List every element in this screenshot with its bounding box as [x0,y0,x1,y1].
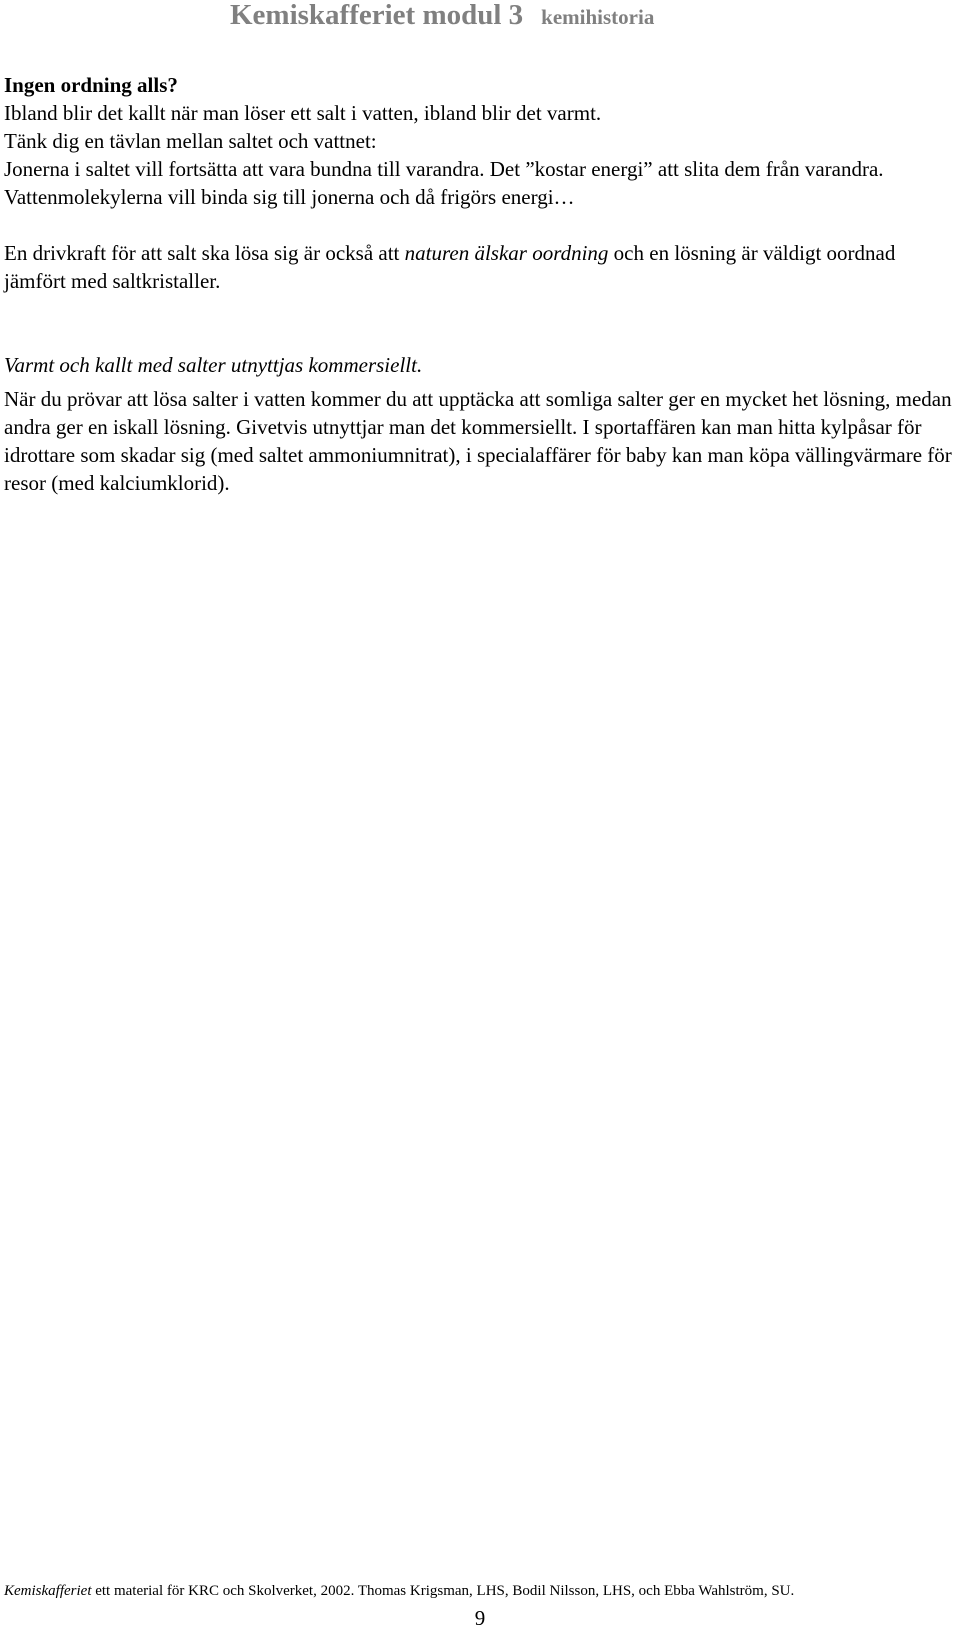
paragraph-line: Vattenmolekylerna vill binda sig till jonerna och då frigörs energi… [4,185,575,209]
paragraph-line: Ibland blir det kallt när man löser ett salt i vatten, ibland blir det varmt. [4,101,602,125]
header-subtitle: kemihistoria [541,5,655,29]
section-heading-kommersiellt: Varmt och kallt med salter utnyttjas kommersiellt. [4,353,423,377]
spacer [4,295,954,351]
header-title: Kemiskafferiet modul 3 [230,0,524,31]
document-body [4,71,954,497]
spacer [4,211,954,239]
section-heading-ordning: Ingen ordning alls? [4,73,178,97]
drive-emphasis: naturen älskar oordning [404,241,609,265]
drive-paragraph [4,239,954,295]
page-number: 9 [474,1606,486,1630]
paragraph-line: Tänk dig en tävlan mellan saltet och vattnet: [4,129,377,153]
paragraph-line: Jonerna i saltet vill fortsätta att vara bundna till varandra. Det ”kostar energi” att slita dem från varandra. [4,157,884,181]
drive-text-start: En drivkraft för att salt ska lösa sig är också att [4,241,405,265]
footer-credits: ett material för KRC och Skolverket, 2002. Thomas Krigsman, LHS, Bodil Nilsson, LHS, och Ebba Wahlström, SU. [91,1583,795,1599]
footer-brand: Kemiskafferiet [4,1583,92,1599]
page-footer [4,1582,944,1600]
commercial-paragraph: När du prövar att lösa salter i vatten kommer du att upptäcka att somliga salter ger en mycket het lösning, medan andra ger en iskall lösning. Givetvis utnyttjar man det kommersiellt. I sportaffären kan man hitta kylpåsar för idrottare som skadar sig (med saltet ammoniumnitrat), i specialaffärer för baby kan man köpa vällingvärmare för resor (med kalciumklorid). [4,387,952,495]
drive-text-end: och en lösning är väldigt oordnad jämfört med saltkristaller. [4,241,896,293]
page-header [230,0,930,34]
